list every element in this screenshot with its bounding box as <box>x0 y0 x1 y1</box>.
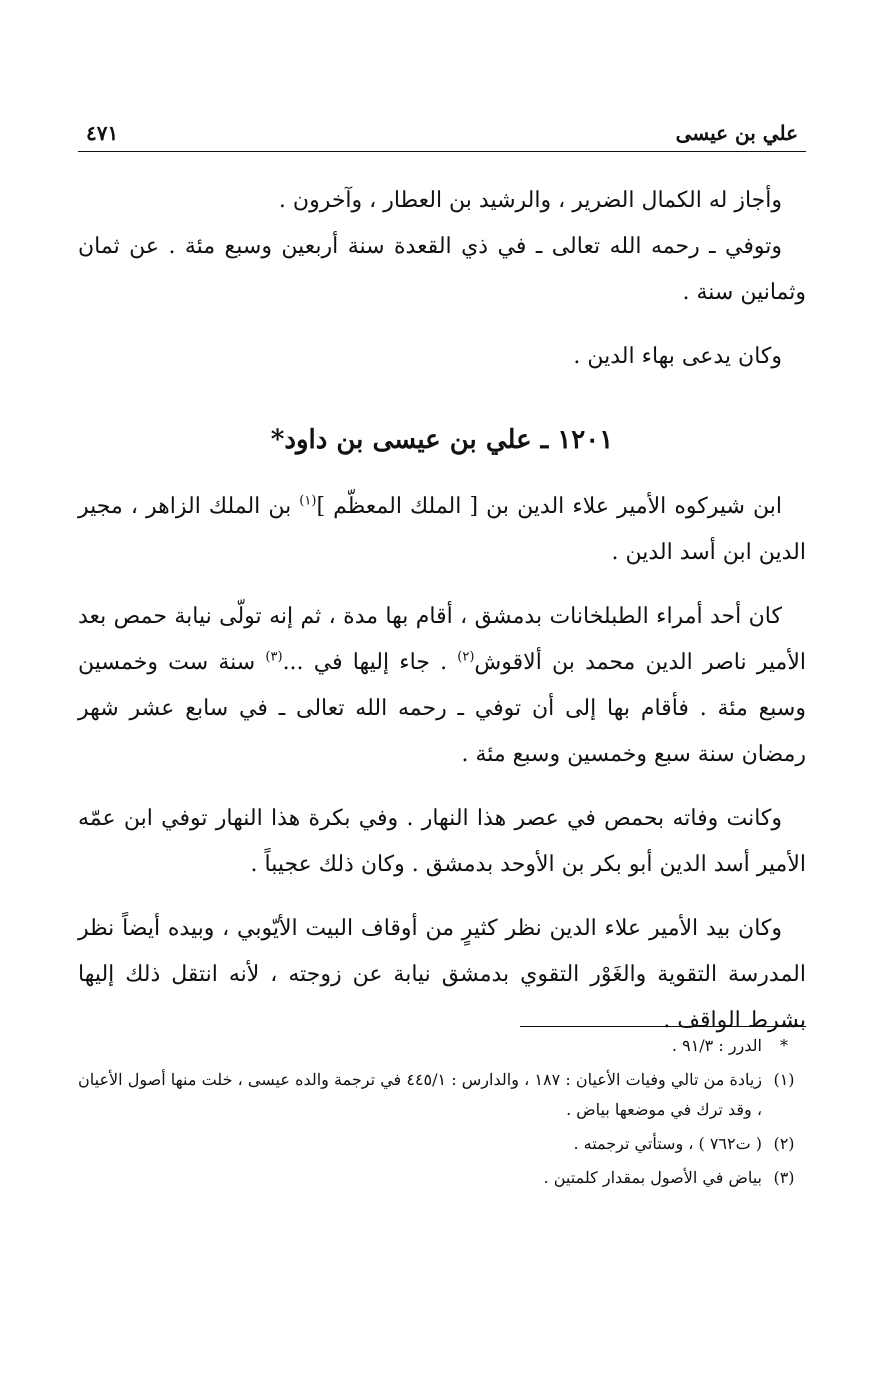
footnote-mark: * <box>780 1036 788 1055</box>
entry-heading: ١٢٠١ ـ علي بن عيسى بن داود* <box>270 425 614 455</box>
paragraph: وتوفي ـ رحمه الله تعالى ـ في ذي القعدة سنة أربعين وسبع مئة . عن ثمان وثمانين سنة . <box>78 234 806 305</box>
paragraph <box>78 484 806 576</box>
running-head <box>78 118 806 152</box>
footnote <box>78 1163 806 1193</box>
footnote-divider <box>520 1026 806 1027</box>
footnote <box>78 1129 806 1159</box>
paragraph: وأجاز له الكمال الضرير ، والرشيد بن العطار ، وآخرون . <box>278 188 782 213</box>
book-page <box>78 0 806 1385</box>
footnotes <box>78 1026 806 1193</box>
footnote-text: ( ت٧٦٢ ) ، وستأتي ترجمته . <box>573 1134 762 1153</box>
body-text <box>78 178 806 1044</box>
paragraph: وكان يدعى بهاء الدين . <box>573 344 782 369</box>
footnote-text: الدرر : ٩١/٣ . <box>671 1036 762 1055</box>
text-run: سنة ست وخمسين وسبع مئة . فأقام بها إلى أن توفي ـ رحمه الله تعالى ـ في سابع عشر شهر رمضان سنة سبع وخمسين وسبع مئة . <box>78 650 806 767</box>
paragraph <box>78 594 806 778</box>
paragraph: وكانت وفاته بحمص في عصر هذا النهار . وفي بكرة هذا النهار توفي ابن عمّه الأمير أسد الدين أبو بكر بن الأوحد بدمشق . وكان ذلك عجيباً . <box>78 806 806 877</box>
paragraph: وكان بيد الأمير علاء الدين نظر كثيرٍ من أوقاف البيت الأيّوبي ، وبيده أيضاً نظر المدرسة التقوية والغَوْر التقوي بدمشق نيابة عن زوجته ، لأنه انتقل ذلك إليها بشرط الواقف . <box>78 916 806 1033</box>
footnote-mark: (٣) <box>773 1168 795 1187</box>
text-run: بن الملك الزاهر ، مجير الدين ابن أسد الدين . <box>78 494 806 565</box>
text-run: ابن شيركوه الأمير علاء الدين بن [ الملك المعظّم ] <box>316 494 782 519</box>
page-number: ٤٧١ <box>86 121 119 145</box>
footnote <box>78 1065 806 1125</box>
running-title: علي بن عيسى <box>675 121 798 145</box>
footnote-mark: (١) <box>773 1070 795 1089</box>
footnote-ref: (٣) <box>265 649 283 665</box>
footnote <box>78 1031 806 1061</box>
text-run: كان أحد أمراء الطبلخانات بدمشق ، أقام بها مدة ، ثم إنه تولّى نيابة حمص بعد الأمير ناصر الدين محمد بن ألاقوش <box>78 604 806 675</box>
footnote-text: بياض في الأصول بمقدار كلمتين . <box>543 1168 762 1187</box>
footnote-ref: (٢) <box>457 649 475 665</box>
footnote-text: زيادة من تالي وفيات الأعيان : ١٨٧ ، والدارس : ٤٤٥/١ في ترجمة والده عيسى ، خلت منها أصول الأعيان ، وقد ترك في موضعها بياض . <box>78 1070 763 1119</box>
footnote-mark: (٢) <box>773 1134 795 1153</box>
footnote-ref: (١) <box>299 493 317 509</box>
text-run: . جاء إليها في ... <box>282 650 458 675</box>
